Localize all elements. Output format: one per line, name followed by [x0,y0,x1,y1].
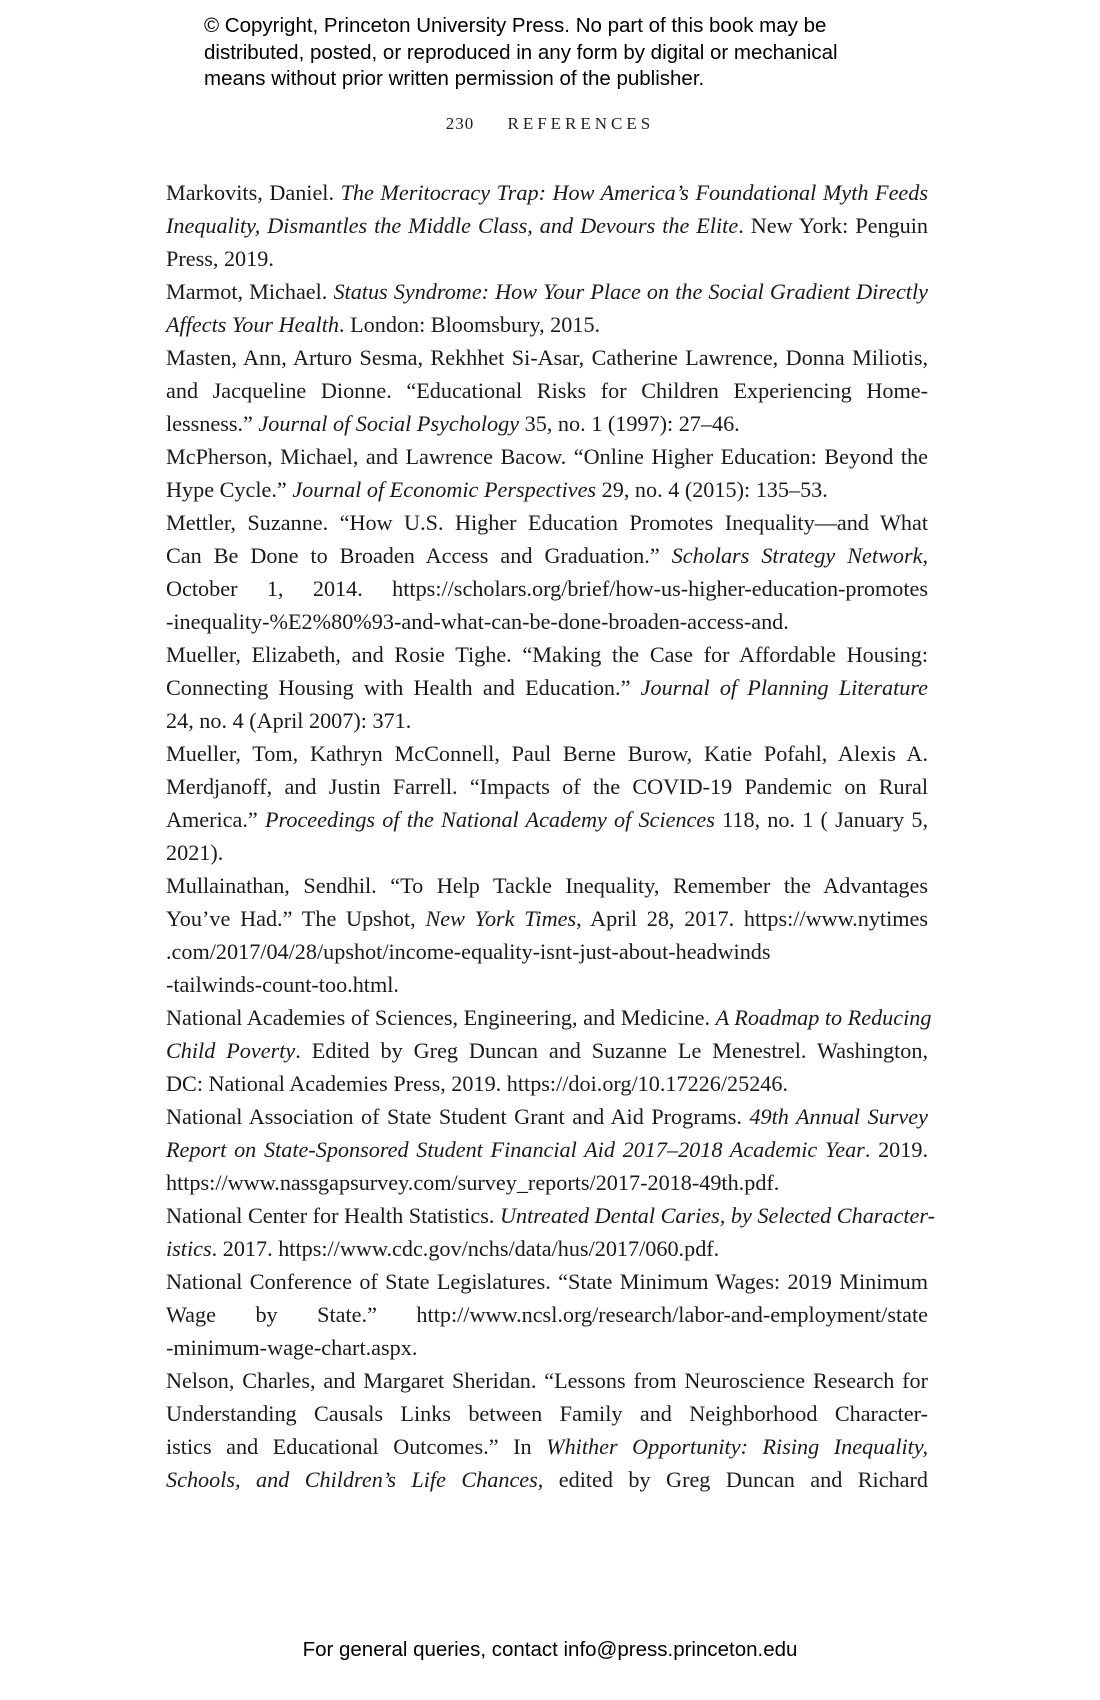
reference-text: Mettler, Suzanne. “How U.S. Higher Education Promotes Inequality—and What [166,510,928,535]
reference-text: Marmot, Michael. [166,279,334,304]
reference-line [166,704,928,737]
reference-line [166,407,928,440]
reference-text: 2021). [166,840,224,865]
reference-line [166,506,928,539]
reference-text: Understanding Causals Links between Family and Neighborhood Character- [166,1401,928,1426]
reference-line [166,341,928,374]
reference-text: Merdjanoff, and Justin Farrell. “Impacts of the COVID-19 Pandemic on Rural [166,774,928,799]
italic-title: Untreated Dental Caries, by Selected Character- [499,1203,935,1228]
reference-line [166,968,928,1001]
reference-text: . New York: Penguin [738,213,928,238]
reference-text: McPherson, Michael, and Lawrence Bacow. “Online Higher Education: Beyond the [166,444,928,469]
reference-text: America.” [166,807,265,832]
italic-title: Scholars Strategy Network [671,543,923,568]
reference-line [166,308,928,341]
reference-line [166,836,928,869]
reference-line [166,1364,928,1397]
copyright-line-1: © Copyright, Princeton University Press. No part of this book may be [204,14,827,37]
italic-title: Child Poverty [166,1038,296,1063]
reference-entry [166,341,928,440]
reference-line [166,1232,928,1265]
reference-line [166,638,928,671]
italic-title: Status Syndrome: How Your Place on the Social Gradient Directly [333,279,928,304]
italic-title: The Meritocracy Trap: How America’s Foundational Myth Feeds [340,180,928,205]
reference-line [166,1430,928,1463]
italic-title: Journal of Economic Perspectives [292,477,597,502]
reference-text: You’ve Had.” The Upshot, [166,906,426,931]
reference-text: October 1, 2014. https://scholars.org/brief/how-us-higher-education-promotes [166,576,928,601]
reference-list [166,176,935,1496]
reference-text: Connecting Housing with Health and Education.” [166,675,641,700]
reference-line [166,209,928,242]
reference-text: Hype Cycle.” [166,477,293,502]
reference-text: 118, no. 1 ( January 5, [714,807,928,832]
reference-text: lessness.” [166,411,259,436]
reference-text: istics and Educational Outcomes.” In [166,1434,547,1459]
section-title: REFERENCES [507,114,655,133]
reference-entry [166,176,928,275]
reference-text: -tailwinds-count-too.html. [166,972,399,997]
reference-text: Masten, Ann, Arturo Sesma, Rekhhet Si-Asar, Catherine Lawrence, Donna Miliotis, [166,345,928,370]
italic-title: 49th Annual Survey [749,1104,928,1129]
reference-text: https://www.nassgapsurvey.com/survey_reports/2017-2018-49th.pdf. [166,1170,780,1195]
reference-line [166,374,928,407]
reference-entry [166,275,928,341]
reference-text: . 2019. [864,1137,928,1162]
reference-text: 35, no. 1 (1997): 27–46. [519,411,740,436]
reference-entry [166,638,928,737]
reference-entry [166,506,928,638]
reference-line [166,1199,935,1232]
reference-line [166,1133,928,1166]
running-head [0,114,1100,134]
reference-text: . 2017. https://www.cdc.gov/nchs/data/hus/2017/060.pdf. [211,1236,720,1261]
reference-line [166,572,928,605]
reference-line [166,605,928,638]
reference-text: National Association of State Student Grant and Aid Programs. [166,1104,750,1129]
reference-entry [166,869,928,1001]
reference-line [166,737,928,770]
reference-entry [166,1001,932,1100]
reference-line [166,176,928,209]
italic-title: New York Times [425,906,577,931]
reference-line [166,1265,928,1298]
reference-text: Wage by State.” http://www.ncsl.org/research/labor-and-employment/state [166,1302,928,1327]
reference-text: Nelson, Charles, and Margaret Sheridan. “Lessons from Neuroscience Research for [166,1368,928,1393]
italic-title: Journal of Social Psychology [258,411,520,436]
reference-text: Can Be Done to Broaden Access and Graduation.” [166,543,672,568]
reference-text: DC: National Academies Press, 2019. https://doi.org/10.17226/25246. [166,1071,789,1096]
reference-text: , edited by Greg Duncan and Richard [537,1467,928,1492]
reference-text: National Conference of State Legislatures. “State Minimum Wages: 2019 Minimum [166,1269,928,1294]
reference-text: . London: Bloomsbury, 2015. [338,312,601,337]
italic-title: Affects Your Health [166,312,339,337]
reference-entry [166,1364,928,1496]
reference-line [166,869,928,902]
reference-line [166,902,928,935]
reference-line [166,539,928,572]
italic-title: Journal of Planning Literature [640,675,928,700]
reference-line [166,803,928,836]
reference-entry [166,440,928,506]
reference-line [166,275,928,308]
reference-text: Mueller, Elizabeth, and Rosie Tighe. “Making the Case for Affordable Housing: [166,642,928,667]
reference-text: 29, no. 4 (2015): 135–53. [596,477,828,502]
italic-title: Schools, and Children’s Life Chances [166,1467,538,1492]
italic-title: Report on State-Sponsored Student Financial Aid 2017–2018 Academic Year [166,1137,865,1162]
italic-title: Inequality, Dismantles the Middle Class, and Devours the Elite [166,213,739,238]
reference-line [166,440,928,473]
reference-text: 24, no. 4 (April 2007): 371. [166,708,412,733]
reference-line [166,1034,928,1067]
reference-entry [166,1100,928,1199]
reference-text: Mullainathan, Sendhil. “To Help Tackle Inequality, Remember the Advantages [166,873,928,898]
reference-line [166,1166,928,1199]
reference-text: Markovits, Daniel. [166,180,341,205]
footer-contact: For general queries, contact info@press.princeton.edu [302,1638,798,1661]
copyright-notice [204,13,924,93]
reference-line [166,770,928,803]
reference-text: , [922,543,928,568]
copyright-line-2: distributed, posted, or reproduced in any form by digital or mechanical [204,40,838,64]
copyright-line-3: means without prior written permission of the publisher. [204,67,705,90]
reference-line [166,935,928,968]
page-number: 230 [445,114,475,133]
reference-line [166,671,928,704]
reference-text: -inequality-%E2%80%93-and-what-can-be-done-broaden-access-and. [166,609,789,634]
reference-text: , April 28, 2017. https://www.nytimes [576,906,928,931]
reference-text: .com/2017/04/28/upshot/income-equality-isnt-just-about-headwinds [166,939,771,964]
italic-title: A Roadmap to Reducing [715,1005,932,1030]
reference-text: and Jacqueline Dionne. “Educational Risks for Children Experiencing Home- [166,378,928,403]
reference-text: -minimum-wage-chart.aspx. [166,1335,418,1360]
reference-line [166,1298,928,1331]
italic-title: Proceedings of the National Academy of Sciences [264,807,715,832]
reference-line [166,242,928,275]
reference-entry [166,737,928,869]
reference-line [166,473,928,506]
reference-line [166,1067,928,1100]
italic-title: istics [166,1236,212,1261]
reference-line [166,1463,928,1496]
reference-entry [166,1265,928,1364]
reference-line [166,1100,928,1133]
reference-text: National Academies of Sciences, Engineering, and Medicine. [166,1005,716,1030]
reference-entry [166,1199,935,1265]
reference-line [166,1397,928,1430]
reference-line [166,1331,928,1364]
reference-text: . Edited by Greg Duncan and Suzanne Le Menestrel. Washington, [295,1038,928,1063]
reference-text: Mueller, Tom, Kathryn McConnell, Paul Berne Burow, Katie Pofahl, Alexis A. [166,741,928,766]
reference-text: National Center for Health Statistics. [166,1203,500,1228]
italic-title: Whither Opportunity: Rising Inequality, [546,1434,928,1459]
reference-text: Press, 2019. [166,246,274,271]
reference-line [166,1001,932,1034]
